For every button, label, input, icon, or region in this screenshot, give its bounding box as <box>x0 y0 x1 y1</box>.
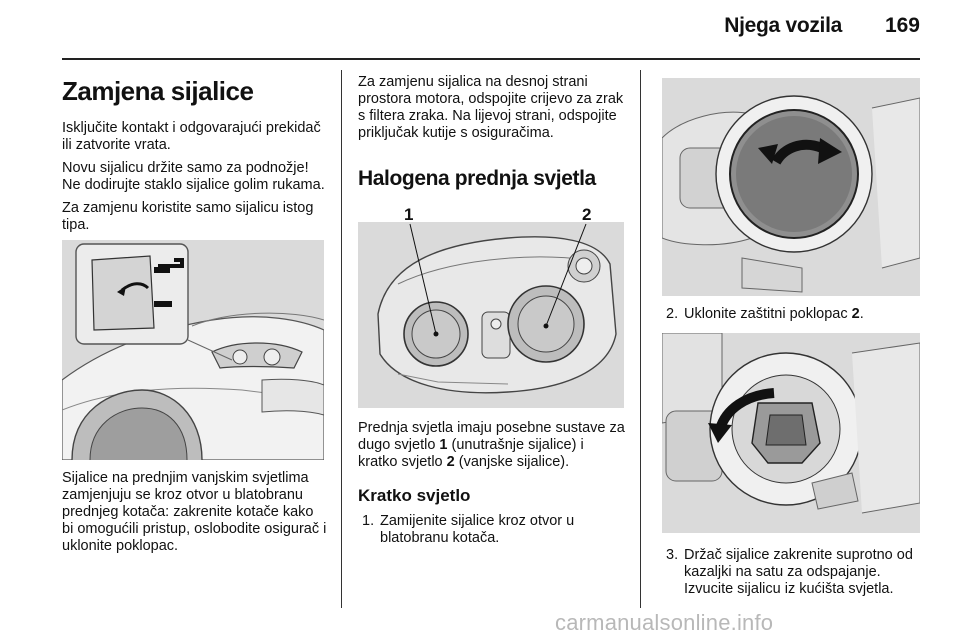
step-3: 3. Držač sijalice zakrenite suprotno od kazaljki na satu za odspajanje. Izvucite sijalicu iz kućišta svjetla. <box>666 547 913 597</box>
protective-cap-figure <box>662 78 920 296</box>
steps-list-col3-b <box>662 547 922 598</box>
column-middle <box>358 64 626 547</box>
page-header <box>62 0 920 58</box>
ref-high-beam: 1 <box>439 437 448 453</box>
bulb-holder-figure <box>662 333 920 533</box>
header-divider <box>62 58 920 60</box>
steps-list-col2 <box>358 513 626 547</box>
paragraph-same-type: Za zamjenu koristite samo sijalicu istog tipa. <box>62 200 314 233</box>
step-2: 2. Uklonite zaštitni poklopac 2. <box>666 306 864 322</box>
paragraph-beam-systems: Prednja svjetla imaju posebne sustave za dugo svjetlo 1 (unutrašnje sijalice) i kratko svjetlo 2 (vanjske sijalice). <box>358 420 625 470</box>
caption-wheel-arch: Sijalice na prednjim vanjskim svjetlima zamjenjuju se kroz otvor u blatobranu prednjeg kotača: zakrenite kotače kako bi omogućili pristup, oslobodite osigurač i uklonite poklopac. <box>62 470 327 554</box>
figure-label-2: 2 <box>582 205 592 224</box>
halogen-headlight-figure <box>358 204 624 408</box>
ref-protective-cap: 2 <box>851 306 860 322</box>
wheel-arch-access-figure <box>62 240 324 460</box>
column-right <box>662 64 922 598</box>
step-1: 1. Zamijenite sijalice kroz otvor u blatobranu kotača. <box>362 513 575 546</box>
column-divider-1 <box>341 70 342 608</box>
paragraph-ignition: Isključite kontakt i odgovarajući prekidač ili zatvorite vrata. <box>62 120 321 153</box>
watermark: carmanualsonline.info <box>555 610 774 635</box>
paragraph-hold-bulb: Novu sijalicu držite samo za podnožje! Ne dodirujte staklo sijalice golim rukama. <box>62 160 325 193</box>
figure-label-1: 1 <box>404 205 414 224</box>
section-title-bulb-replacement: Zamjena sijalice <box>62 76 254 106</box>
section-title-halogen: Halogena prednja svjetla <box>358 167 596 190</box>
chapter-title: Njega vozila <box>724 14 842 37</box>
column-divider-2 <box>640 70 641 608</box>
subsection-title-low-beam: Kratko svjetlo <box>358 486 471 505</box>
page-number: 169 <box>884 14 920 37</box>
steps-list-col3-a <box>662 306 922 323</box>
ref-low-beam: 2 <box>446 454 455 470</box>
column-left <box>62 64 328 561</box>
paragraph-engine-compartment: Za zamjenu sijalica na desnoj strani prostora motora, odspojite crijevo za zrak s filtera zraka. Na lijevoj strani, odspojite priključak kutije s osiguračima. <box>358 74 624 141</box>
